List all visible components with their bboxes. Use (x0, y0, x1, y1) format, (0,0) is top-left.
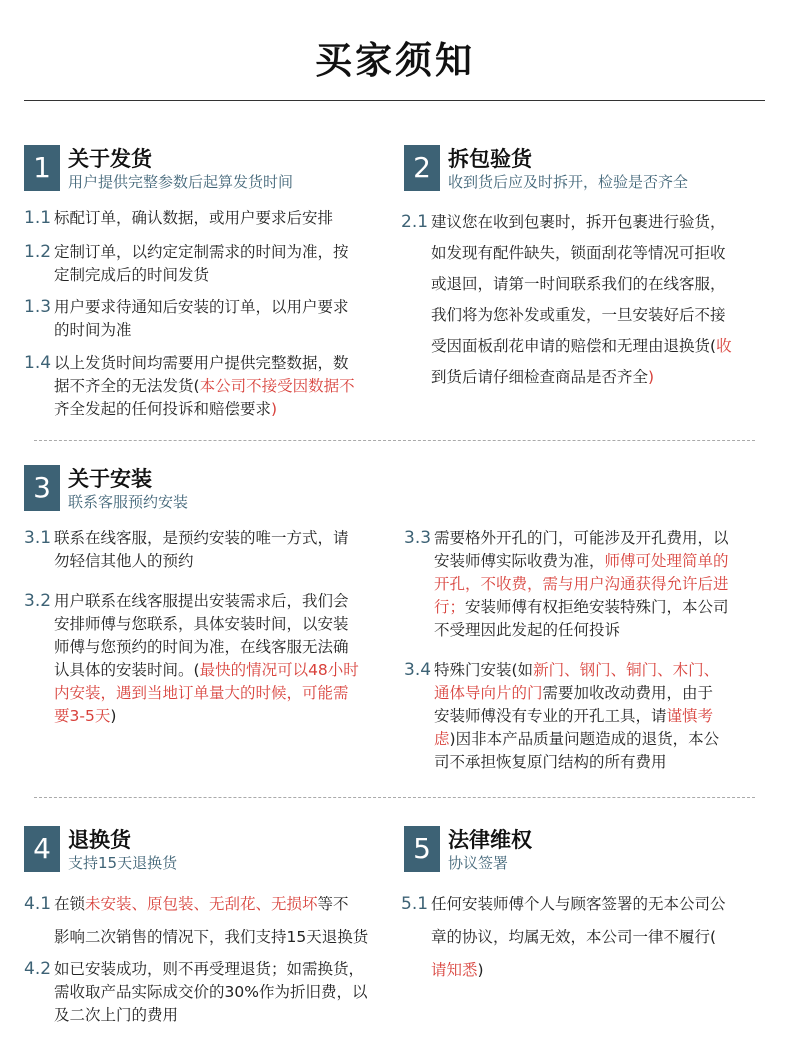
section-number: 1 (24, 145, 60, 191)
section-header-3 (24, 465, 384, 515)
item-number: 1.2 (24, 242, 52, 262)
item-number: 2.1 (401, 212, 429, 232)
section-title: 拆包验货 (448, 147, 532, 171)
item-text: 联系在线客服，是预约安装的唯一方式，请 勿轻信其他人的预约 (54, 529, 349, 570)
item-number: 5.1 (401, 894, 429, 914)
item-text: 建议您在收到包裹时，拆开包裹进行验货， 如发现有配件缺失，锁面刮花等情况可拒收 或退回，请第一时间联系我们的在线客服， 我们将为您补发或重发，一旦安装好后不接 受因面板刮花申请的赔偿和无理由退换货(收 到货后请仔细检查商品是否齐全) (431, 213, 732, 386)
section-number: 3 (24, 465, 60, 511)
item-number: 1.1 (24, 208, 52, 228)
item-text: 标配订单，确认数据，或用户要求后安排 (54, 209, 334, 227)
item-number: 1.4 (24, 353, 52, 373)
item-text: 需要格外开孔的门，可能涉及开孔费用，以 安装师傅实际收费为准，师傅可处理简单的 开孔，不收费，需与用户沟通获得允许后进 行；安装师傅有权拒绝安装特殊门，本公司 不受理因此发起的任何投诉 (434, 529, 729, 639)
item-number: 3.4 (404, 660, 432, 680)
title-divider (24, 100, 765, 101)
section-title: 关于发货 (68, 147, 152, 171)
section-subtitle: 支持15天退换货 (68, 854, 178, 872)
dashed-divider (34, 440, 755, 441)
page-title: 买家须知 (315, 39, 475, 82)
item-number: 3.3 (404, 528, 432, 548)
section-subtitle: 联系客服预约安装 (68, 493, 189, 511)
section-number: 2 (404, 145, 440, 191)
section-subtitle: 协议签署 (448, 854, 509, 872)
item-number: 1.3 (24, 297, 52, 317)
item-text: 任何安装师傅个人与顾客签署的无本公司公 章的协议，均属无效，本公司一律不履行( 请知悉) (431, 895, 726, 979)
section-subtitle: 用户提供完整参数后起算发货时间 (68, 173, 294, 191)
item-text: 如已安装成功，则不再受理退货；如需换货， 需收取产品实际成交价的30%作为折旧费，以 及二次上门的费用 (54, 960, 368, 1024)
item-text: 定制订单，以约定定制需求的时间为准，按 定制完成后的时间发货 (54, 243, 349, 284)
section-title: 退换货 (68, 828, 131, 852)
item-text: 用户要求待通知后安装的订单，以用户要求 的时间为准 (54, 298, 349, 339)
item-text: 特殊门安装(如新门、钢门、铜门、木门、 通体导向片的门需要加收改动费用，由于 安装师傅没有专业的开孔工具，请谨慎考 虑)因非本产品质量问题造成的退货，本公 司不承担恢复原门结构的所有费用 (434, 661, 720, 771)
section-header-1 (24, 145, 384, 195)
section-header-5 (404, 826, 764, 876)
item-text: 以上发货时间均需要用户提供完整数据，数 据不齐全的无法发货(本公司不接受因数据不 齐全发起的任何投诉和赔偿要求) (54, 354, 355, 418)
section-title: 关于安装 (68, 467, 152, 491)
section-number: 5 (404, 826, 440, 872)
dashed-divider (34, 797, 755, 798)
item-text: 在锁未安装、原包装、无刮花、无损坏等不 影响二次销售的情况下，我们支持15天退换货 (54, 895, 369, 946)
item-number: 4.2 (24, 959, 52, 979)
section-subtitle: 收到货后应及时拆开，检验是否齐全 (448, 173, 689, 191)
item-number: 4.1 (24, 894, 52, 914)
item-number: 3.2 (24, 591, 52, 611)
item-number: 3.1 (24, 528, 52, 548)
section-title: 法律维权 (448, 828, 532, 852)
item-text: 用户联系在线客服提出安装需求后，我们会 安排师傅与您联系，具体安装时间，以安装 师傅与您预约的时间为准，在线客服无法确 认具体的安装时间。(最快的情况可以48小时 内安装，遇到当地订单量大的时候，可能需 要3-5天) (54, 592, 359, 725)
section-number: 4 (24, 826, 60, 872)
section-header-4 (24, 826, 384, 876)
section-header-2 (404, 145, 764, 195)
